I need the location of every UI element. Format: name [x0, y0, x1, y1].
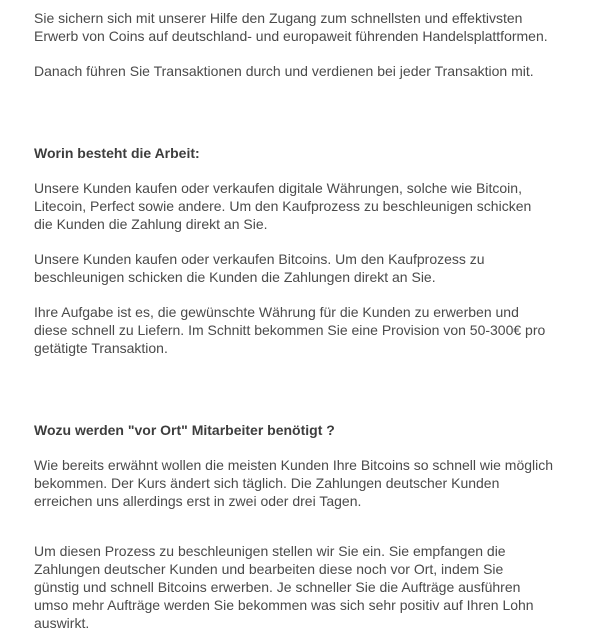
work-paragraph-2: Unsere Kunden kaufen oder verkaufen Bitcoins. Um den Kaufprozess zu beschleunigen schicken die Kunden die Zahlungen direkt an Sie. — [34, 251, 485, 285]
intro-paragraph-2: Danach führen Sie Transaktionen durch und verdienen bei jeder Transaktion mit. — [34, 63, 534, 79]
work-paragraph-3: Ihre Aufgabe ist es, die gewünschte Währung für die Kunden zu erwerben und diese schnell zu Liefern. Im Schnitt bekommen Sie eine Provision von 50-300€ pro getätigte Transaktion. — [34, 304, 546, 356]
section-heading-work: Worin besteht die Arbeit: — [34, 145, 200, 161]
document-body — [34, 9, 579, 632]
section-heading-local: Wozu werden "vor Ort" Mitarbeiter benötigt ? — [34, 422, 335, 438]
local-paragraph-2: Um diesen Prozess zu beschleunigen stellen wir Sie ein. Sie empfangen die Zahlungen deutscher Kunden und bearbeiten diese noch vor Ort, indem Sie günstig und schnell Bitcoins erwerben. Je schneller Sie die Aufträge ausführen umso mehr Aufträge werden Sie bekommen was sich sehr positiv auf Ihren Lohn auswirkt. — [34, 543, 534, 631]
local-paragraph-1: Wie bereits erwähnt wollen die meisten Kunden Ihre Bitcoins so schnell wie möglich bekommen. Der Kurs ändert sich täglich. Die Zahlungen deutscher Kunden erreichen uns allerdings erst in zwei oder drei Tagen. — [34, 457, 554, 509]
intro-paragraph-1: Sie sichern sich mit unserer Hilfe den Zugang zum schnellsten und effektivsten Erwerb von Coins auf deutschland- und europaweit führenden Handelsplattformen. — [34, 10, 548, 44]
work-paragraph-1: Unsere Kunden kaufen oder verkaufen digitale Währungen, solche wie Bitcoin, Litecoin, Perfect sowie andere. Um den Kaufprozess zu beschleunigen schicken die Kunden die Zahlung direkt an Sie. — [34, 180, 532, 232]
